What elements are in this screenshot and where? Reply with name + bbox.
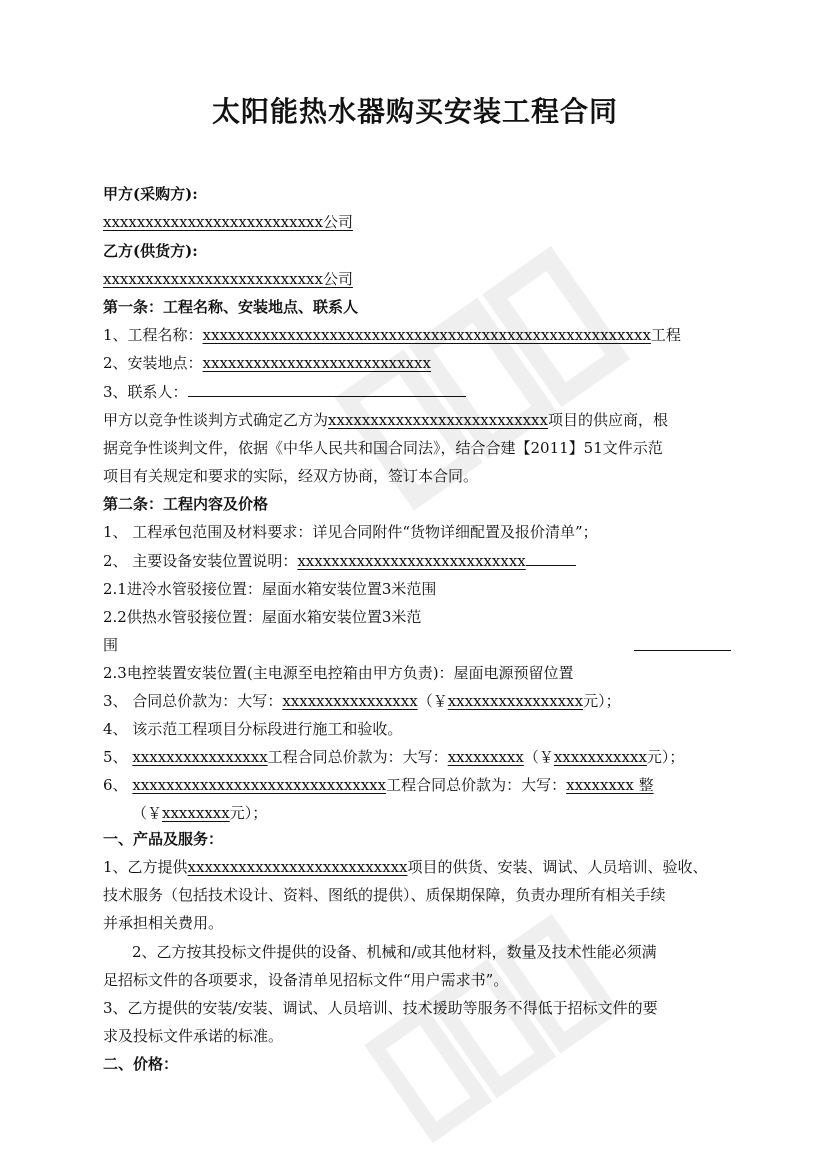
document-title: 太阳能热水器购买安装工程合同 — [211, 95, 618, 128]
section-1-heading: 一、产品及服务： — [103, 830, 224, 848]
paragraph-1-line-2: 据竞争性谈判文件，依据《中华人民共和国合同法》，结合合建【2011】51文件示范 — [103, 439, 663, 457]
contact-blank — [188, 380, 466, 397]
sec1-p1-text-c: 项目的供货、安装、调试、人员培训、验收、 — [407, 858, 708, 876]
item6-unit: 元）； — [229, 804, 268, 822]
para1-text-c: 项目的供应商，根 — [547, 411, 668, 429]
total-price-label: 3、 合同总价款为：大写： — [103, 692, 283, 710]
item5-figures: xxxxxxxxxxx — [553, 748, 647, 766]
para1-text-a: 甲方以竞争性谈判方式确定乙方为 — [103, 411, 329, 429]
section-1-para-2-line-1: 2、乙方按其投标文件提供的设备、机械和/或其他材料，数量及技术性能必须满 — [132, 943, 657, 961]
item5-unit: 元）； — [646, 748, 685, 766]
party-b-name — [103, 266, 733, 292]
article-2-item-6-cont — [132, 800, 733, 826]
install-location-value: xxxxxxxxxxxxxxxxxxxxxxxxxxx — [202, 354, 431, 372]
article-2-item-2-1: 2.1进冷水管驳接位置：屋面水箱安装位置3米范围 — [103, 580, 437, 598]
article-2-item-5 — [103, 744, 733, 770]
item6-number: 6、 — [103, 776, 133, 794]
item5-project: xxxxxxxxxxxxxxxx — [132, 748, 268, 766]
section-1-para-3-line-2: 求及投标文件承诺的标准。 — [103, 1027, 284, 1045]
project-name-value: xxxxxxxxxxxxxxxxxxxxxxxxxxxxxxxxxxxxxxxxxxxxxxxxxxxxx — [202, 326, 651, 344]
item6-project: xxxxxxxxxxxxxxxxxxxxxxxxxxxxxx — [132, 776, 387, 794]
paragraph-1-line-1 — [103, 407, 733, 433]
article-2-item-2-2: 2.2供热水管驳接位置：屋面水箱安装位置3米范 — [103, 608, 422, 626]
party-a-name-value: xxxxxxxxxxxxxxxxxxxxxxxxxx公司 — [103, 213, 353, 231]
item6-paren: （￥ — [132, 804, 163, 822]
item5-words: xxxxxxxxx — [447, 748, 524, 766]
total-price-paren: （￥ — [417, 692, 448, 710]
paragraph-1-line-3: 项目有关规定和要求的实际，经双方协商，签订本合同。 — [103, 467, 479, 485]
article-1-heading: 第一条：工程名称、安装地点、联系人 — [103, 298, 359, 316]
item6-figures: xxxxxxxx — [162, 804, 230, 822]
sec1-p1-text-a: 1、乙方提供 — [103, 858, 188, 876]
article-2-heading: 第二条：工程内容及价格 — [103, 495, 269, 513]
article-2-item-4: 4、 该示范工程项目分标段进行施工和验收。 — [103, 720, 403, 738]
project-name-suffix: 工程 — [650, 326, 681, 344]
item6-label: 工程合同总价款为：大写： — [386, 776, 567, 794]
article-2-item-2-2-cont: 围 — [103, 636, 119, 654]
party-a-label: 甲方(采购方): — [103, 185, 198, 203]
install-location-label: 2、安装地点： — [103, 354, 203, 372]
section-1-para-3-line-1: 3、乙方提供的安装/安装、调试、人员培训、技术援助等服务不得低于招标文件的要 — [103, 999, 658, 1017]
article-2-item-3 — [103, 688, 733, 714]
blank-line — [634, 650, 731, 651]
section-2-heading: 二、价格： — [103, 1055, 179, 1073]
sec1-p1-project: xxxxxxxxxxxxxxxxxxxxxxxxxx — [187, 858, 408, 876]
section-1-para-1-line-2: 技术服务（包括技术设计、资料、图纸的提供）、质保期保障，负责办理所有相关手续 — [103, 886, 666, 904]
article-2-item-2 — [103, 548, 733, 574]
article-2-item-1: 1、 工程承包范围及材料要求：详见合同附件“货物详细配置及报价清单”； — [103, 523, 598, 541]
total-price-figures: xxxxxxxxxxxxxxxx — [447, 692, 584, 710]
article-2-item-2-3: 2.3电控装置安装位置(主电源至电控箱由甲方负责)：屋面电源预留位置 — [103, 664, 574, 682]
project-name-label: 1、工程名称： — [103, 326, 203, 344]
section-1-para-1-line-1 — [103, 854, 733, 880]
total-price-unit: 元）； — [583, 692, 621, 710]
party-a-name — [103, 209, 733, 235]
article-2-item-6 — [103, 772, 733, 798]
party-b-label: 乙方(供货方): — [103, 242, 198, 260]
article-1-item-1 — [103, 322, 733, 348]
item5-number: 5、 — [103, 748, 133, 766]
para1-project: xxxxxxxxxxxxxxxxxxxxxxxxxx — [328, 411, 548, 429]
item6-words: xxxxxxxx 整 — [566, 776, 654, 794]
article-1-item-2 — [103, 350, 733, 376]
equipment-location-blank — [526, 549, 576, 566]
section-1-para-1-line-3: 并承担相关费用。 — [103, 914, 224, 932]
equipment-location-label: 2、 主要设备安装位置说明： — [103, 552, 298, 570]
party-b-name-value: xxxxxxxxxxxxxxxxxxxxxxxxxx公司 — [103, 270, 353, 288]
section-1-para-2-line-2: 足招标文件的各项要求，设备清单见招标文件“用户需求书”。 — [103, 971, 509, 989]
item5-paren: （￥ — [523, 748, 554, 766]
equipment-location-value: xxxxxxxxxxxxxxxxxxxxxxxxxxx — [297, 552, 526, 570]
contact-label: 3、联系人： — [103, 383, 188, 401]
item5-label: 工程合同总价款为：大写： — [267, 748, 448, 766]
total-price-words: xxxxxxxxxxxxxxxx — [282, 692, 418, 710]
article-1-item-3 — [103, 379, 733, 405]
